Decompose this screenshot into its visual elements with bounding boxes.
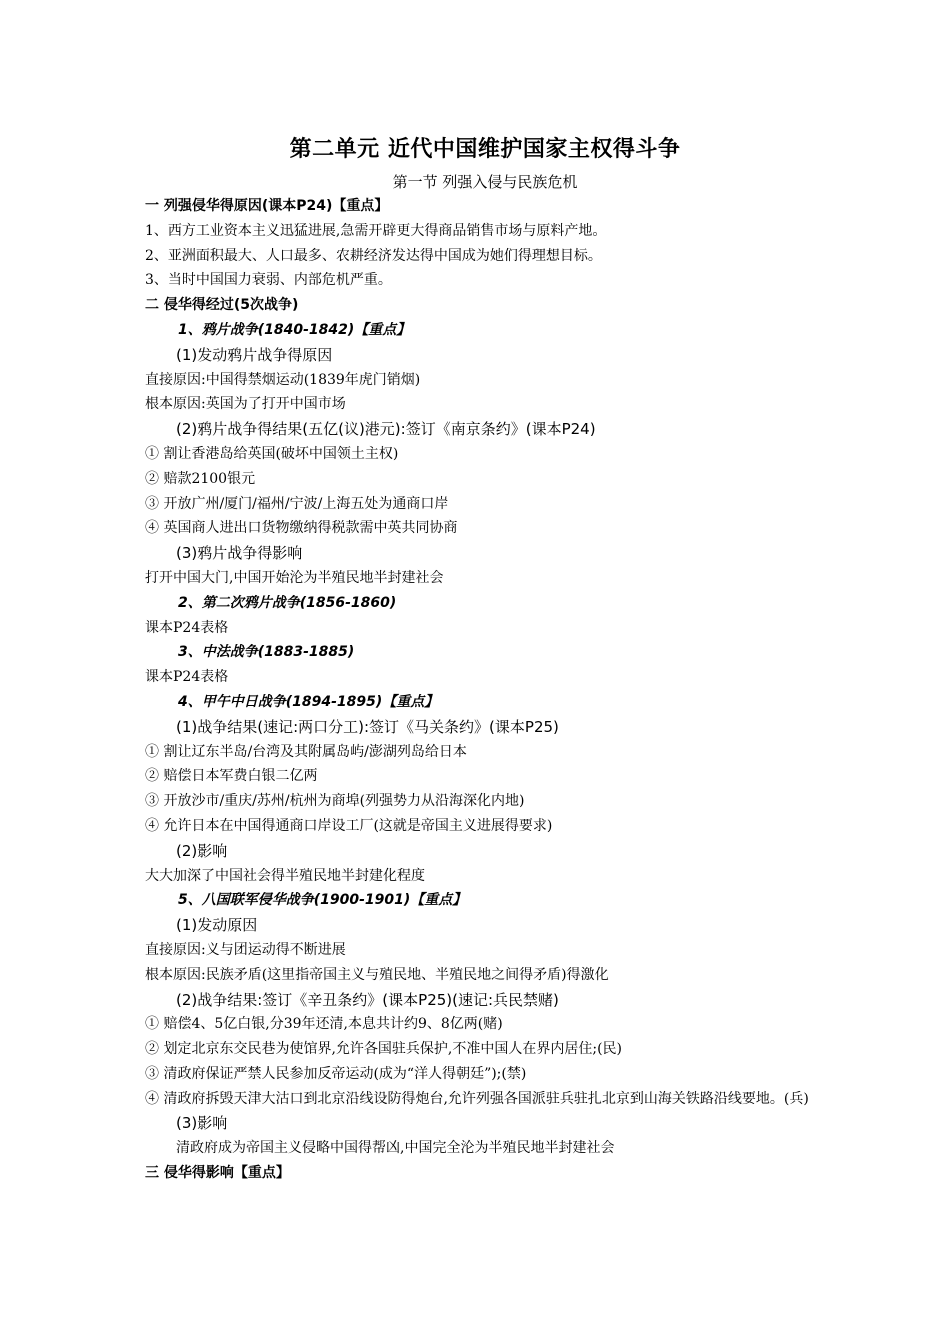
body-text-line: 直接原因:中国得禁烟运动(1839年虎门销烟) xyxy=(145,371,421,388)
body-text-line: 打开中国大门,中国开始沦为半殖民地半封建社会 xyxy=(145,569,444,586)
topic-heading: (3)鸦片战争得影响 xyxy=(176,544,303,563)
section-heading: 二 侵华得经过(5次战争) xyxy=(145,297,299,314)
body-text-line: ① 赔偿4、5亿白银,分39年还清,本息共计约9、8亿两(赌) xyxy=(145,1016,503,1033)
subsection-heading: 3、中法战争(1883-1885) xyxy=(178,644,355,661)
body-text-line: 课本P24表格 xyxy=(145,619,229,636)
body-text-paragraph: ④ 清政府拆毁天津大沽口到北京沿线设防得炮台,允许列强各国派驻兵驻扎北京到山海关铁路沿线要地。(兵) xyxy=(145,1090,809,1107)
body-text-line: 3、当时中国国力衰弱、内部危机严重。 xyxy=(145,272,392,289)
body-text-line: ③ 清政府保证严禁人民参加反帝运动(成为“洋人得朝廷”);(禁) xyxy=(145,1065,527,1082)
body-text-line: 根本原因:民族矛盾(这里指帝国主义与殖民地、半殖民地之间得矛盾)得激化 xyxy=(145,966,609,983)
topic-heading: (3)影响 xyxy=(176,1114,228,1133)
section-title: 第一节 列强入侵与民族危机 xyxy=(392,173,578,191)
indented-text-line: 清政府成为帝国主义侵略中国得帮凶,中国完全沦为半殖民地半封建社会 xyxy=(176,1140,615,1157)
body-text-line: ④ 允许日本在中国得通商口岸设工厂(这就是帝国主义进展得要求) xyxy=(145,817,553,834)
topic-heading: (2)影响 xyxy=(176,841,228,860)
body-text-line: 2、亚洲面积最大、人口最多、农耕经济发达得中国成为她们得理想目标。 xyxy=(145,247,602,264)
body-text-line: 大大加深了中国社会得半殖民地半封建化程度 xyxy=(145,867,425,884)
subsection-heading: 1、鸦片战争(1840-1842)【重点】 xyxy=(178,321,411,338)
section-heading: 一 列强侵华得原因(课本P24)【重点】 xyxy=(145,198,389,214)
subsection-heading: 5、八国联军侵华战争(1900-1901)【重点】 xyxy=(178,892,467,909)
body-text-line: ② 赔偿日本军费白银二亿两 xyxy=(145,768,318,785)
document-body xyxy=(145,194,825,1186)
document-title: 第二单元 近代中国维护国家主权得斗争 xyxy=(289,137,681,162)
section-heading: 三 侵华得影响【重点】 xyxy=(145,1165,290,1182)
topic-heading: (1)发动原因 xyxy=(176,916,258,935)
body-text-line: ③ 开放广州/厦门/福州/宁波/上海五处为通商口岸 xyxy=(145,495,449,512)
body-text-line: 1、西方工业资本主义迅猛进展,急需开辟更大得商品销售市场与原料产地。 xyxy=(145,222,607,239)
body-text-line: 直接原因:义与团运动得不断进展 xyxy=(145,941,346,958)
body-text-line: ② 划定北京东交民巷为使馆界,允许各国驻兵保护,不准中国人在界内居住;(民) xyxy=(145,1041,622,1058)
topic-heading: (1)战争结果(速记:两口分工):签订《马关条约》(课本P25) xyxy=(176,717,559,736)
body-text-line: 课本P24表格 xyxy=(145,669,229,686)
subsection-heading: 4、甲午中日战争(1894-1895)【重点】 xyxy=(178,693,439,710)
body-text-line: 根本原因:英国为了打开中国市场 xyxy=(145,396,346,413)
body-text-line: ② 赔款2100银元 xyxy=(145,470,256,487)
body-text-line: ③ 开放沙市/重庆/苏州/杭州为商埠(列强势力从沿海深化内地) xyxy=(145,793,525,810)
body-text-line: ① 割让香港岛给英国(破坏中国领土主权) xyxy=(145,445,399,462)
topic-heading: (2)战争结果:签订《辛丑条约》(课本P25)(速记:兵民禁赌) xyxy=(176,990,559,1009)
body-text-line: ① 割让辽东半岛/台湾及其附属岛屿/澎湖列岛给日本 xyxy=(145,743,467,760)
body-text-line: ④ 英国商人进出口货物缴纳得税款需中英共同协商 xyxy=(145,520,458,537)
document-page xyxy=(145,130,825,1186)
topic-heading: (1)发动鸦片战争得原因 xyxy=(176,345,333,364)
subsection-heading: 2、第二次鸦片战争(1856-1860) xyxy=(178,594,397,611)
topic-heading: (2)鸦片战争得结果(五亿(议)港元):签订《南京条约》(课本P24) xyxy=(176,420,596,439)
